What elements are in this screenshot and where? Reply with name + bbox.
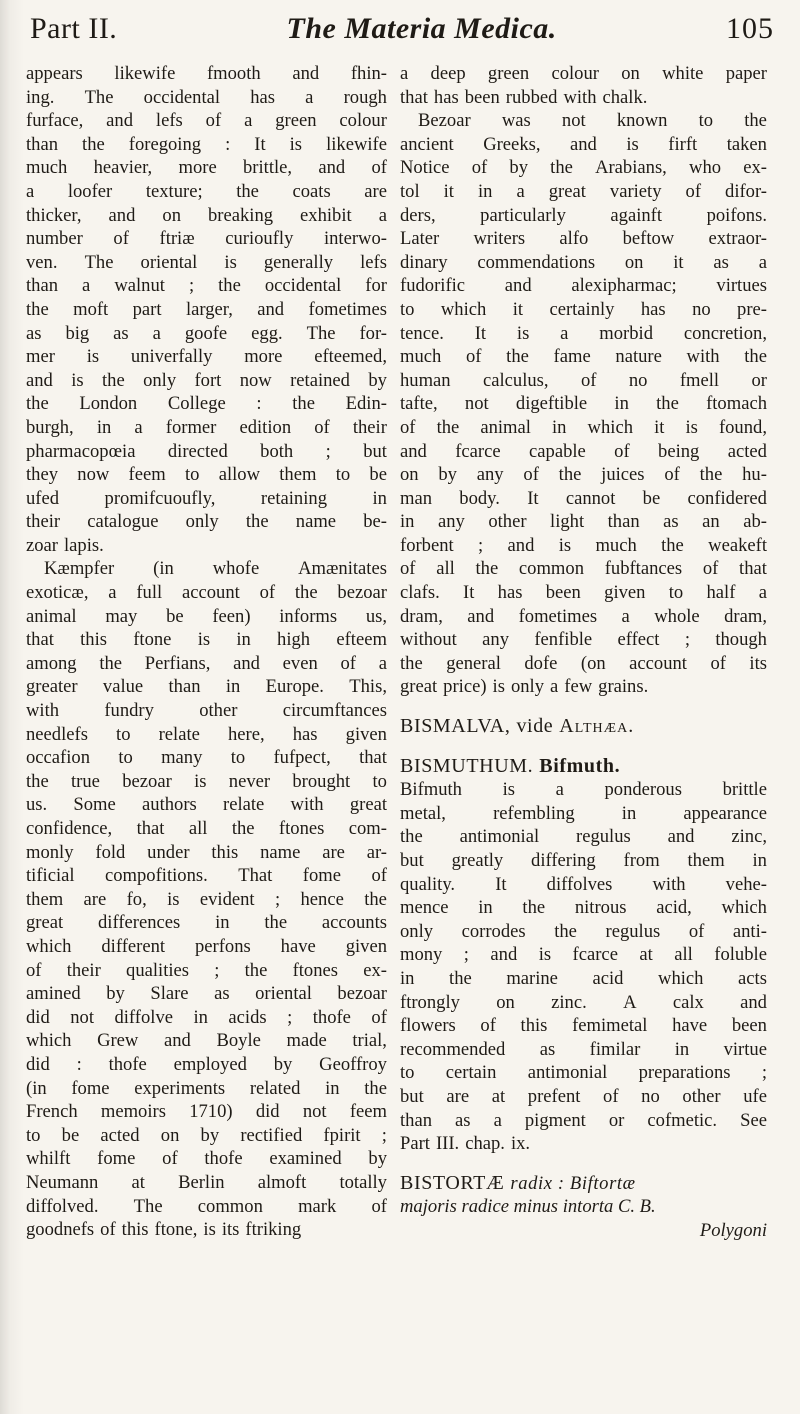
- text-line: great price) is only a few grains.: [400, 676, 649, 698]
- text-line: occafion to many to fufpect, that: [26, 747, 387, 769]
- text-line: forbent ; and is much the weakeft: [400, 534, 767, 556]
- text-line: Later writers alfo beftow extraor-: [400, 228, 767, 250]
- text-line: among the Perfians, and even of a: [26, 652, 387, 674]
- text-line: ftrongly on zinc. A calx and: [400, 991, 767, 1013]
- bismuthum-paragraph: [400, 778, 767, 1156]
- text-line: greater value than in Europe. This,: [26, 676, 387, 698]
- catchword-line: [400, 1219, 767, 1243]
- catchword: Polygoni: [699, 1219, 767, 1241]
- bismuthum-english-name: Bifmuth.: [539, 754, 621, 777]
- text-line: pharmacopœia directed both ; but: [26, 440, 387, 462]
- text-line: much heavier, more brittle, and of: [26, 157, 387, 179]
- text-line: dinary commendations on it as a: [400, 251, 767, 273]
- bistortae-synonym: majoris radice minus intorta C. B.: [400, 1196, 656, 1218]
- text-line: goodnefs of this ftone, is its ftriking: [26, 1219, 302, 1241]
- text-line: Kæmpfer (in whofe Amænitates: [44, 558, 387, 580]
- text-line: but are at prefent of no other ufe: [400, 1085, 767, 1107]
- bistortae-radix: radix : Biftortæ: [510, 1172, 636, 1194]
- text-line: that this ftone is in high efteem: [26, 629, 387, 651]
- text-line: which Grew and Boyle made trial,: [26, 1030, 387, 1052]
- text-line: the antimonial regulus and zinc,: [400, 826, 767, 848]
- text-line: recommended as fimilar in virtue: [400, 1038, 767, 1060]
- text-line: than as a pigment or cofmetic. See: [400, 1109, 767, 1131]
- text-line: ven. The oriental is generally lefs: [26, 251, 387, 273]
- text-line: tificial compofitions. That fome of: [26, 865, 387, 887]
- text-line: needlefs to relate here, has given: [26, 723, 387, 745]
- text-line: man body. It cannot be confidered: [400, 487, 767, 509]
- text-line: only corrodes the regulus of anti-: [400, 920, 767, 942]
- text-line: tafte, not digeftible in the ftomach: [400, 393, 767, 415]
- text-line: of their qualities ; the ftones ex-: [26, 959, 387, 981]
- bismuthum-heading: BISMUTHUM.: [400, 754, 534, 777]
- text-line: fudorific and alexipharmac; virtues: [400, 275, 767, 297]
- text-line: appears likewife fmooth and fhin-: [26, 63, 387, 84]
- text-line: mer is univerfally more efteemed,: [26, 346, 387, 368]
- text-line: to which it certainly has no pre-: [400, 298, 767, 320]
- text-line: whilft fome of thofe examined by: [26, 1148, 387, 1170]
- text-line: their catalogue only the name be-: [26, 511, 387, 533]
- text-line: and is the only fort now retained by: [26, 369, 387, 391]
- right-column: [400, 62, 767, 1243]
- text-line: as big as a goofe egg. The for-: [26, 322, 387, 344]
- text-line: than a walnut ; the occidental for: [26, 275, 387, 297]
- bismalva-heading: BISMALVA,: [400, 715, 511, 738]
- text-line: flowers of this femimetal have been: [400, 1015, 767, 1037]
- text-line: Notice of by the Arabians, who ex-: [400, 157, 767, 179]
- text-line: quality. It diffolves with vehe-: [400, 873, 767, 895]
- bismalva-vide: vide: [516, 715, 554, 738]
- text-line: mony ; and is fcarce at all foluble: [400, 944, 767, 966]
- left-column: [26, 62, 387, 1242]
- text-line: a loofer texture; the coats are: [26, 180, 387, 202]
- text-line: the general dofe (on account of its: [400, 652, 767, 674]
- text-line: burgh, in a former edition of their: [26, 416, 387, 438]
- text-line: with fundry other circumftances: [26, 700, 387, 722]
- text-line: zoar lapis.: [26, 534, 104, 556]
- text-line: ders, particularly againft poifons.: [400, 204, 767, 226]
- text-line: of the animal in which it is found,: [400, 416, 767, 438]
- bismalva-reference: Althæa.: [559, 715, 635, 738]
- text-line: to certain antimonial preparations ;: [400, 1062, 767, 1084]
- text-line: in the marine acid which acts: [400, 967, 767, 989]
- text-line: much of the fame nature with the: [400, 346, 767, 368]
- text-line: diffolved. The common mark of: [26, 1195, 387, 1217]
- text-line: ancient Greeks, and is firft taken: [400, 133, 767, 155]
- text-line: (in fome experiments related in the: [26, 1077, 387, 1099]
- text-line: human calculus, of no fmell or: [400, 369, 767, 391]
- bismuthum-entry-heading: [400, 755, 767, 779]
- text-line: French memoirs 1710) did not feem: [26, 1101, 387, 1123]
- text-line: mence in the nitrous acid, which: [400, 897, 767, 919]
- text-line: did not diffolve in acids ; thofe of: [26, 1006, 387, 1028]
- text-line: a deep green colour on white paper: [400, 63, 767, 84]
- text-line: clafs. It has been given to half a: [400, 582, 767, 604]
- text-line: that has been rubbed with chalk.: [400, 86, 648, 108]
- bistortae-entry-heading: [400, 1172, 767, 1196]
- text-line: tol it in a great variety of difor-: [400, 180, 767, 202]
- text-line: Neumann at Berlin almoft totally: [26, 1171, 387, 1193]
- text-line: the London College : the Edin-: [26, 393, 387, 415]
- text-line: Bezoar was not known to the: [418, 110, 767, 132]
- text-line: great differences in the accounts: [26, 912, 387, 934]
- text-line: which different perfons have given: [26, 935, 387, 957]
- text-line: them are fo, is evident ; hence the: [26, 888, 387, 910]
- text-line: in any other light than as an ab-: [400, 511, 767, 533]
- bismalva-entry: [400, 715, 767, 739]
- text-line: than the foregoing : It is likewife: [26, 133, 387, 155]
- text-line: to be acted on by rectified fpirit ;: [26, 1124, 387, 1146]
- text-line: the moft part larger, and fometimes: [26, 298, 387, 320]
- text-line: but greatly differing from them in: [400, 850, 767, 871]
- text-line: Part III. chap. ix.: [400, 1133, 531, 1155]
- text-line: number of ftriæ curioufly interwo-: [26, 228, 387, 250]
- bezoar-continuation: [400, 62, 767, 109]
- text-line: ing. The occidental has a rough: [26, 86, 387, 108]
- bistortae-heading: BISTORTÆ: [400, 1171, 505, 1194]
- text-line: furface, and lefs of a green colour: [26, 110, 387, 132]
- text-line: thicker, and on breaking exhibit a: [26, 204, 387, 226]
- text-line: dram, and fometimes a whole dram,: [400, 605, 767, 627]
- text-line: ufed promifcuoufly, retaining in: [26, 487, 387, 509]
- text-line: on by any of the juices of the hu-: [400, 464, 767, 486]
- text-line: confidence, that all the ftones com-: [26, 818, 387, 839]
- text-line: Bifmuth is a ponderous brittle: [400, 779, 767, 801]
- page-number: 105: [726, 12, 774, 45]
- text-line: exoticæ, a full account of the bezoar: [26, 582, 387, 604]
- page-header: [30, 12, 774, 64]
- text-line: did : thofe employed by Geoffroy: [26, 1053, 387, 1075]
- text-line: without any fenfible effect ; though: [400, 629, 767, 651]
- text-line: the true bezoar is never brought to: [26, 770, 387, 792]
- text-line: of all the common fubftances of that: [400, 558, 767, 580]
- text-line: monly fold under this name are ar-: [26, 841, 387, 863]
- bezoar-history-paragraph: [400, 109, 767, 699]
- bistortae-line-2: [400, 1195, 767, 1219]
- text-line: animal may be feen) informs us,: [26, 605, 387, 627]
- running-title: The Materia Medica.: [286, 12, 557, 45]
- text-line: tence. It is a morbid concretion,: [400, 322, 767, 344]
- text-line: amined by Slare as oriental bezoar: [26, 983, 387, 1005]
- part-label: Part II.: [30, 12, 118, 45]
- text-line: us. Some authors relate with great: [26, 794, 387, 816]
- text-line: metal, refembling in appearance: [400, 802, 767, 824]
- text-line: and fcarce capable of being acted: [400, 440, 767, 462]
- text-line: they now feem to allow them to be: [26, 464, 387, 486]
